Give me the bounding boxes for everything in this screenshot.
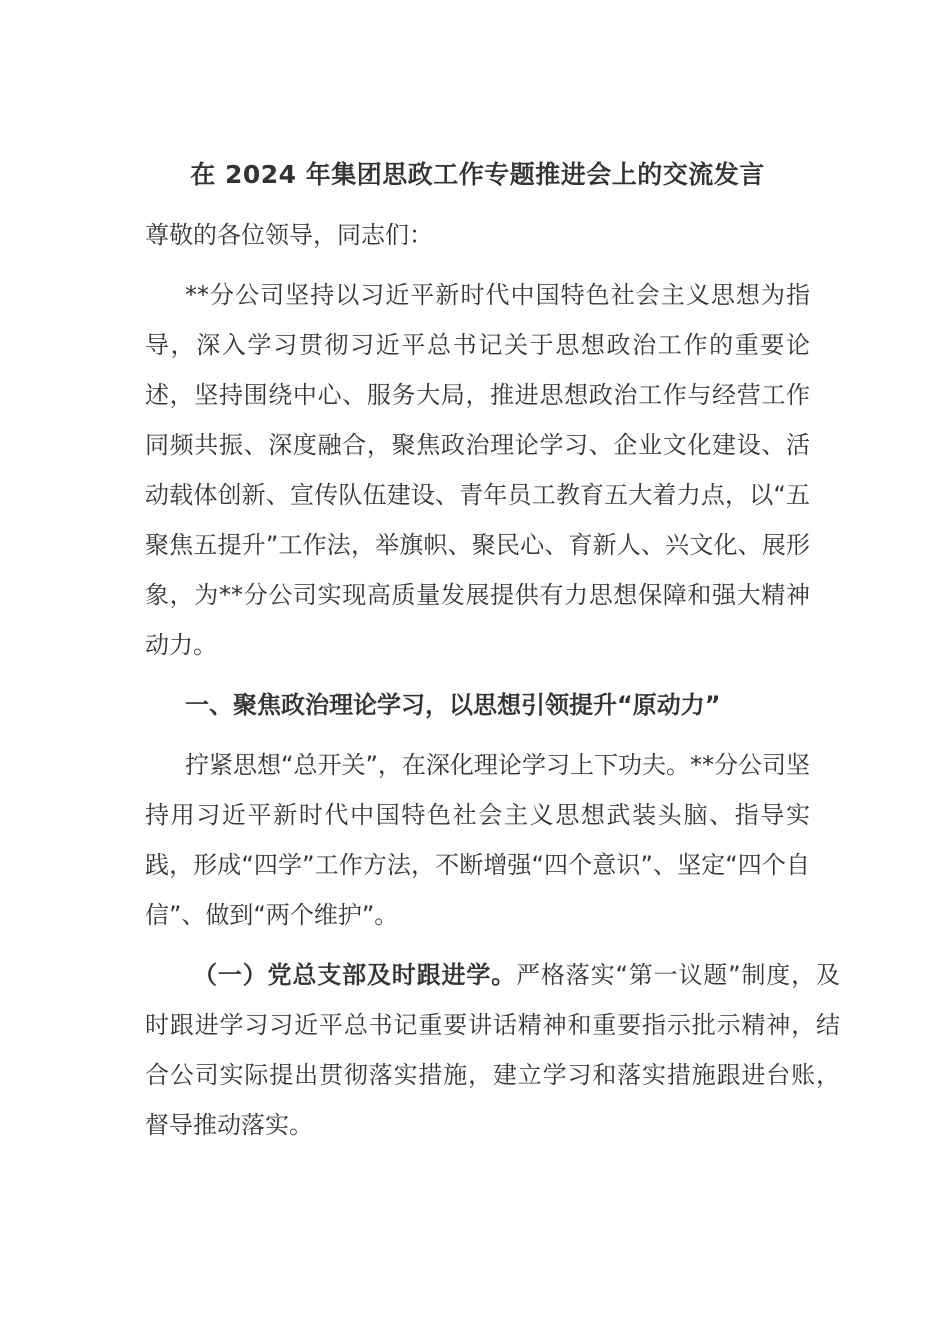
document-body [145, 150, 840, 1150]
salutation: 尊敬的各位领导，同志们： [145, 221, 433, 249]
subsection-text-1: 严格落实“第一议题”制度，及时跟进学习习近平总书记重要讲话精神和重要指示批示精神，结合公司实际提出贯彻落实措施，建立学习和落实措施跟进台账，督导推动落实。 [145, 961, 840, 1139]
section-heading-1: 一、聚焦政治理论学习，以思想引领提升“原动力” [185, 691, 721, 719]
subsection-paragraph-1 [145, 950, 840, 1150]
section-paragraph-1: 拧紧思想“总开关”，在深化理论学习上下功夫。**分公司坚持用习近平新时代中国特色社会主义思想武装头脑、指导实践，形成“四学”工作方法，不断增强“四个意识”、坚定“四个自信”、做到“两个维护”。 [145, 751, 810, 929]
subsection-lead-1: （一）党总支部及时跟进学。 [193, 961, 517, 989]
intro-paragraph: **分公司坚持以习近平新时代中国特色社会主义思想为指导，深入学习贯彻习近平总书记关于思想政治工作的重要论述，坚持围绕中心、服务大局，推进思想政治工作与经营工作同频共振、深度融合，聚焦政治理论学习、企业文化建设、活动载体创新、宣传队伍建设、青年员工教育五大着力点，以“五聚焦五提升”工作法，举旗帜、聚民心、育新人、兴文化、展形象，为**分公司实现高质量发展提供有力思想保障和强大精神动力。 [145, 281, 810, 659]
document-title: 在 2024 年集团思政工作专题推进会上的交流发言 [190, 160, 765, 189]
